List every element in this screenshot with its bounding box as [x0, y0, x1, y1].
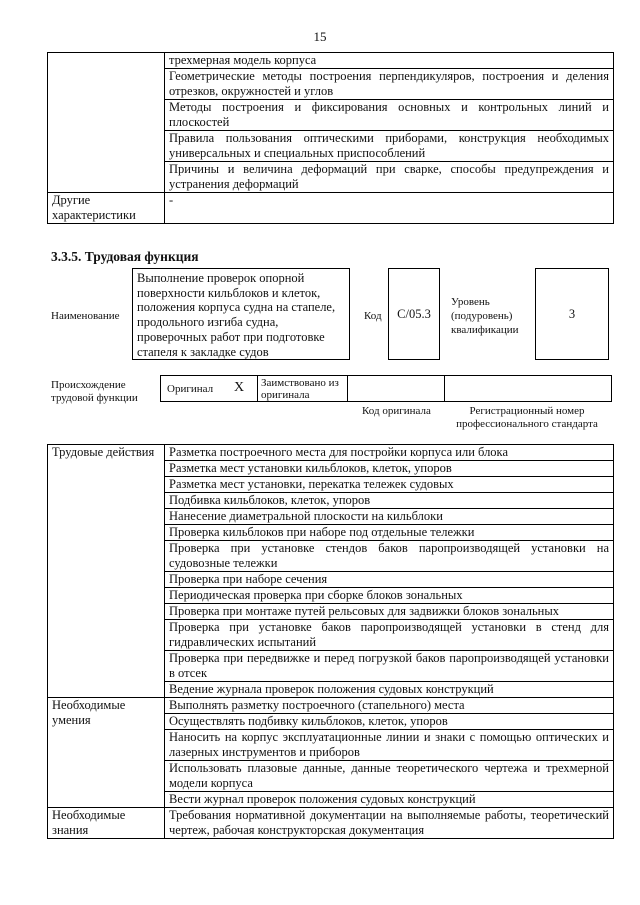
knowledge-row: Причины и величина деформаций при сварке, способы предупреждения и устранения деформаций: [165, 162, 614, 193]
action-row: Разметка мест установки кильблоков, клеток, упоров: [165, 461, 614, 477]
skill-row: Наносить на корпус эксплуатационные линии и знаки с помощью оптических и лазерных инструментов и приборов: [165, 730, 614, 761]
knowledge-continuation-table: [47, 52, 614, 224]
knowledge-row: Требования нормативной документации на выполняемые работы, теоретический чертеж, рабочая конструкторская документация: [165, 808, 614, 839]
section-heading: 3.3.5. Трудовая функция: [51, 249, 199, 264]
code-value-box: С/05.3: [388, 268, 440, 360]
action-row: Нанесение диаметральной плоскости на кильблоки: [165, 509, 614, 525]
skill-row: Осуществлять подбивку кильблоков, клеток, упоров: [165, 714, 614, 730]
labor-function-table: [47, 444, 614, 839]
level-label: Уровень (подуровень) квалификации: [451, 296, 519, 336]
action-row: Проверка при монтаже путей рельсовых для задвижки блоков зональных: [165, 604, 614, 620]
origin-label: Происхождение трудовой функции: [51, 379, 138, 404]
original-label: Оригинал: [167, 383, 214, 395]
skills-label: Необходимые умения: [48, 698, 165, 808]
level-value-box: 3: [535, 268, 609, 360]
actions-label: Трудовые действия: [48, 445, 165, 698]
action-row: Проверка при установке стендов баков паропроизводящей установки на судовозные тележки: [165, 541, 614, 572]
action-row: Проверка при наборе сечения: [165, 572, 614, 588]
knowledge-row: трехмерная модель корпуса: [165, 53, 614, 69]
origin-table: [160, 375, 612, 402]
other-characteristics-label: Другие характеристики: [48, 193, 165, 224]
knowledge-row: Геометрические методы построения перпендикуляров, построения и деления отрезков, окружностей и углов: [165, 69, 614, 100]
borrowed-label: Заимствовано из оригинала: [261, 377, 339, 401]
skill-row: Вести журнал проверок положения судовых конструкций: [165, 792, 614, 808]
skill-row: Использовать плазовые данные, данные теоретического чертежа и трехмерной модели корпуса: [165, 761, 614, 792]
knowledge-label: Необходимые знания: [48, 808, 165, 839]
function-name-box: Выполнение проверок опорной поверхности кильблоков и клеток, положения корпуса судна на стапеле, продольного изгиба судна, проверочных работ при подготовке стапеля к закладке судов: [132, 268, 350, 360]
other-characteristics-value: -: [165, 193, 614, 224]
action-row: Проверка при установке баков паропроизводящей установки в стенд для гидравлических испытаний: [165, 620, 614, 651]
action-row: Подбивка кильблоков, клеток, упоров: [165, 493, 614, 509]
empty-label-cell: [48, 53, 165, 193]
action-row: Проверка кильблоков при наборе под отдельные тележки: [165, 525, 614, 541]
action-row: Проверка при передвижке и перед погрузкой баков паропроизводящей установки в отсек: [165, 651, 614, 682]
knowledge-row: Правила пользования оптическими приборами, конструкция необходимых универсальных и специальных приспособлений: [165, 131, 614, 162]
action-row: Разметка мест установки, перекатка тележек судовых: [165, 477, 614, 493]
original-mark: X: [234, 380, 245, 395]
origin-code-caption: Код оригинала: [362, 405, 431, 417]
name-label: Наименование: [51, 310, 120, 322]
action-row: Разметка построечного места для постройки корпуса или блока: [165, 445, 614, 461]
page-number: 15: [313, 29, 327, 44]
knowledge-row: Методы построения и фиксирования основных и контрольных линий и плоскостей: [165, 100, 614, 131]
action-row: Ведение журнала проверок положения судовых конструкций: [165, 682, 614, 698]
skill-row: Выполнять разметку построечного (стапельного) места: [165, 698, 614, 714]
code-label: Код: [364, 310, 382, 322]
reg-number-caption: Регистрационный номер профессионального стандарта: [456, 405, 598, 430]
action-row: Периодическая проверка при сборке блоков зональных: [165, 588, 614, 604]
